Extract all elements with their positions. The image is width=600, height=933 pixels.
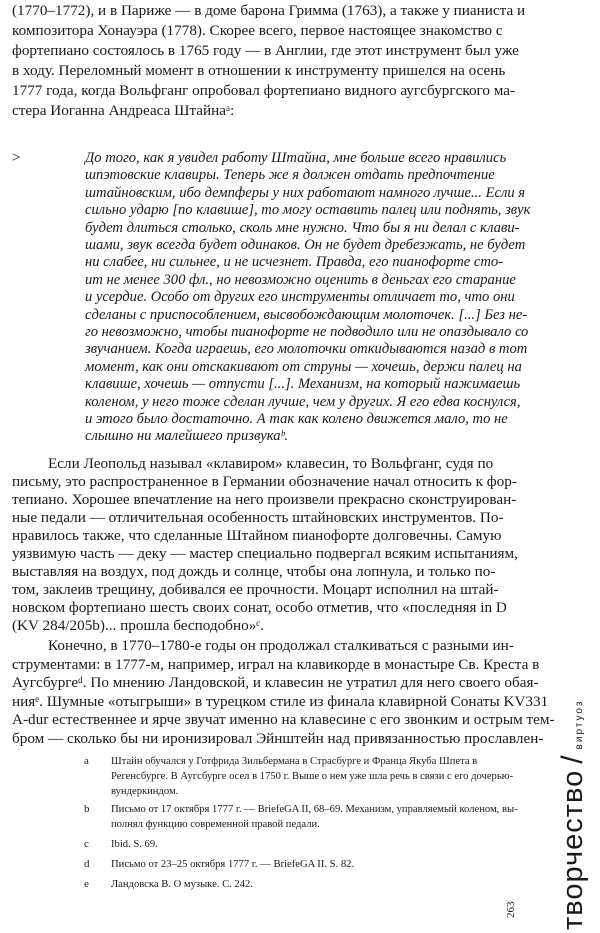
quote-line: клавише, хочешь — отпусти [...]. Механизм, на который нажимаешь xyxy=(85,376,521,392)
quote-line: ит не менее 300 фл., но невозможно оценить в деньгах его старание xyxy=(85,272,516,288)
paragraph-line: (1770–1772), и в Париже — в доме барона Гримма (1763), а также у пианиста и xyxy=(12,2,526,19)
subsection-title: виртуоз xyxy=(574,699,585,750)
quote-line: ни слабее, ни сильнее, и не исчезнет. Правда, его пианофорте сто- xyxy=(85,254,504,270)
footnote-line: вундеркиндом. xyxy=(111,786,179,797)
footnote-line: Ibid. S. 69. xyxy=(111,839,158,850)
paragraph-line: новском фортепиано шесть своих сонат, особо отметив, что «последняя in D xyxy=(12,599,507,616)
footnote-label: b xyxy=(84,803,90,815)
page-number: 263 xyxy=(505,901,517,918)
footnote-line: Регенсбурге. В Аугсбурге осел в 1750 г. Выше о нем уже шла речь в связи с его дочерью- xyxy=(111,771,514,782)
quote-line: сильно ударю [по клавише], то могу оставить палец или поднять, звук xyxy=(85,202,531,218)
quote-line: До того, как я увидел работу Штайна, мне больше всего нравились xyxy=(85,150,507,166)
footnote-line: Штайн обучался у Готфрида Зильбермана в Страсбурге и Франца Якуба Шпета в xyxy=(111,756,478,767)
quote-line: шами, звук всегда будет одинаков. Он не будет дребезжать, не будет xyxy=(85,237,526,253)
quote-line: коленом, у него тоже сделан лучше, чем у других. Я его едва коснулся, xyxy=(85,394,521,410)
paragraph-line: 1777 года, когда Вольфганг опробовал фортепиано видного аугсбургского ма- xyxy=(12,82,516,99)
paragraph-line: уязвимую часть — деку — мастер специально подвергал всяким испытаниям, xyxy=(12,545,518,562)
footnote-label: c xyxy=(84,838,89,850)
paragraph-line: Если Леопольд называл «клавиром» клавесин, то Вольфганг, судя по xyxy=(48,455,494,472)
paragraph-line: письму, это распространенное в Германии обозначение начал относить к фор- xyxy=(12,473,517,490)
quote-line: звучанием. Когда играешь, его молоточки откидываются назад в тот xyxy=(85,341,528,357)
section-title: творчество xyxy=(557,769,589,930)
footnote-line: Письмо от 23–25 октября 1777 г. — BriefeGA II. S. 82. xyxy=(111,859,355,870)
quote-line: будет длиться столько, сколь мне нужно. Что бы я ни делал с клави- xyxy=(85,220,520,236)
quote-line: момент, как они отскакивают от струны — хочешь, держи палец на xyxy=(85,359,522,375)
footnote-label: e xyxy=(84,878,89,890)
paragraph-line: тепиано. Хорошее впечатление на него произвели прекрасно сконструирован- xyxy=(12,491,517,508)
quote-line: и этого было достаточно. А так как колено движется мало, то не xyxy=(85,411,508,427)
quote-line: штайновским, ибо демпферы у них работают намного лучше... Если я xyxy=(85,185,526,201)
running-header-vertical xyxy=(556,700,590,930)
paragraph-line: Конечно, в 1770–1780-е годы он продолжал сталкиваться с разными ин- xyxy=(48,637,514,654)
paragraph-line: том, заклеив трещину, добивался ее прочности. Моцарт исполнил на штай- xyxy=(12,581,499,598)
paragraph-line: в ходу. Переломный момент в отношении к инструменту пришелся на осень xyxy=(12,62,506,79)
paragraph-line: струментами: в 1777-м, например, играл на клавикорде в монастыре Св. Креста в xyxy=(12,656,540,673)
footnote-line: полнял функцию современной правой педали. xyxy=(111,819,320,830)
quote-marker: > xyxy=(12,150,21,166)
paragraph-line: бром — сколько бы ни иронизировал Эйнштейн над привязанностью прославлен- xyxy=(12,730,544,747)
paragraph-line: стера Иоганна Андреаса Штайнаᵃ: xyxy=(12,102,235,119)
paragraph-line: выставляя на воздух, под дождь и солнце, чтобы она лопнула, и только по- xyxy=(12,563,496,580)
paragraph-line: нияᵉ. Шумные «отыгрыши» в турецком стиле из финала клавирной Сонаты KV331 xyxy=(12,693,549,710)
footnote-label: a xyxy=(84,755,89,767)
quote-line: шпэтовские клавиры. Теперь же я должен отдать предпочтение xyxy=(85,167,495,183)
footnote-line: Письмо от 17 октября 1777 г. — BriefeGA II, 68–69. Механизм, управляемый коленом, вы- xyxy=(111,804,518,815)
paragraph-line: ные педали — отличительная особенность штайновских инструментов. По- xyxy=(12,509,504,526)
paragraph-line: нравилось также, что сделанные Штайном пианофорте долговечны. Самую xyxy=(12,527,502,544)
paragraph-line: фортепиано состоялось в 1765 году — в Англии, где этот инструмент был уже xyxy=(12,42,519,59)
paragraph-line: A-dur естественнее и ярче звучат именно на клавесине с его звонким и острым тем- xyxy=(12,711,555,728)
quote-line: сделаны с приспособлением, высвобождающим молоточек. [...] Без не- xyxy=(85,307,528,323)
quote-line: и усердие. Особо от других его инструменты отличает то, что они xyxy=(85,289,515,305)
quote-line: го невозможно, чтобы пианофорте не подводило или не опаздывало со xyxy=(85,324,529,340)
quote-line: слышно ни малейшего призвукаᵇ. xyxy=(85,428,289,444)
paragraph-line: (KV 284/205b)... прошла бесподобно»ᶜ. xyxy=(12,617,264,634)
footnote-label: d xyxy=(84,858,90,870)
paragraph-line: композитора Хонауэра (1778). Скорее всего, первое настоящее знакомство с xyxy=(12,22,503,39)
paragraph-line: Аугсбургеᵈ. По мнению Ландовской, и клавесин не утратил для него своего обая- xyxy=(12,674,539,691)
separator: / xyxy=(556,755,589,764)
footnote-line: Ландовска В. О музыке. С. 242. xyxy=(111,879,253,890)
